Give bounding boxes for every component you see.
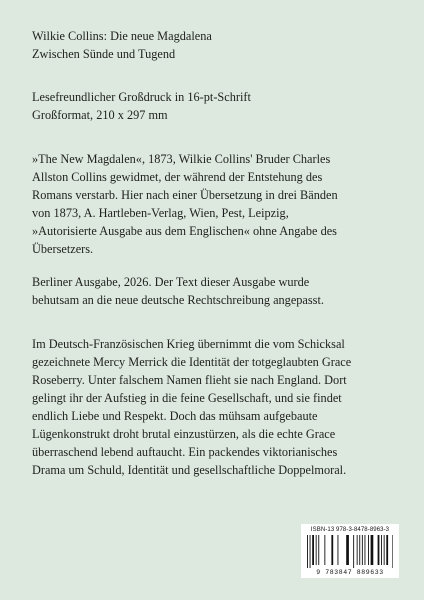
barcode-bar <box>307 535 308 568</box>
barcode-bar <box>362 535 363 565</box>
title-block <box>32 27 400 63</box>
blurb-line: gezeichnete Mercy Merrick die Identität der totgeglaubten Grace <box>32 355 352 369</box>
barcode-bar <box>338 535 339 565</box>
edition-line: Allston Collins gewidmet, der während der Entstehung des <box>32 170 323 184</box>
barcode-bar <box>331 535 333 565</box>
barcode-bar <box>353 535 354 568</box>
edition-line: Übersetzers. <box>32 242 94 256</box>
barcode-bar <box>310 535 311 568</box>
blurb-line: überraschend lebend auftaucht. Ein packendes viktorianisches <box>32 445 338 459</box>
berlin-line: behutsam an die neue deutsche Rechtschreibung angepasst. <box>32 293 324 307</box>
barcode-digits: 9 783847 889633 <box>316 569 384 576</box>
barcode-bar <box>312 535 314 565</box>
format-block <box>32 88 400 124</box>
format-line-2: Großformat, 210 x 297 mm <box>32 108 168 122</box>
isbn-label: ISBN-13 978-3-8478-8963-3 <box>310 527 390 533</box>
barcode-bar <box>324 535 325 565</box>
berlin-line: Berliner Ausgabe, 2026. Der Text dieser Ausgabe wurde <box>32 275 310 289</box>
book-subtitle: Zwischen Sünde und Tugend <box>32 47 176 61</box>
barcode-bar <box>384 535 385 565</box>
barcode-bar <box>316 535 317 565</box>
barcode-bar <box>368 535 369 565</box>
barcode-bar <box>381 535 382 565</box>
blurb <box>32 335 400 479</box>
berlin-edition-note <box>32 273 400 309</box>
barcode-bar <box>346 535 349 565</box>
barcode-bar <box>392 535 393 568</box>
blurb-line: endlich Liebe und Respekt. Doch das mühsam aufgebaute <box>32 409 318 423</box>
edition-note <box>32 150 400 258</box>
edition-line: von 1873, A. Hartleben-Verlag, Wien, Pest, Leipzig, <box>32 206 289 220</box>
barcode-bar <box>359 535 360 565</box>
barcode-bar <box>318 535 319 565</box>
blurb-line: Im Deutsch-Französischen Krieg übernimmt die vom Schicksal <box>32 337 345 351</box>
blurb-line: Drama um Schuld, Identität und gesellschaftliche Doppelmoral. <box>32 463 347 477</box>
edition-line: Romans verstarb. Hier nach einer Übersetzung in drei Bänden <box>32 188 338 202</box>
edition-line: »Autorisierte Ausgabe aus dem Englischen« ohne Angabe des <box>32 224 337 238</box>
barcode-bars-icon <box>307 535 393 568</box>
barcode-bar <box>365 535 366 565</box>
book-title: Wilkie Collins: Die neue Magdalena <box>32 29 212 43</box>
barcode-bar <box>357 535 358 565</box>
format-line-1: Lesefreundlicher Großdruck in 16-pt-Schrift <box>32 90 251 104</box>
blurb-line: Roseberry. Unter falschem Namen flieht sie nach England. Dort <box>32 373 347 387</box>
blurb-line: Lügenkonstrukt droht brutal einzustürzen, als die echte Grace <box>32 427 336 441</box>
barcode-bar <box>378 535 380 565</box>
barcode-bar <box>386 535 388 565</box>
isbn-barcode <box>301 524 399 578</box>
edition-line: »The New Magdalen«, 1873, Wilkie Collins' Bruder Charles <box>32 152 331 166</box>
barcode-bar <box>371 535 374 565</box>
blurb-line: gelingt ihr der Aufstieg in die feine Gesellschaft, und sie findet <box>32 391 342 405</box>
